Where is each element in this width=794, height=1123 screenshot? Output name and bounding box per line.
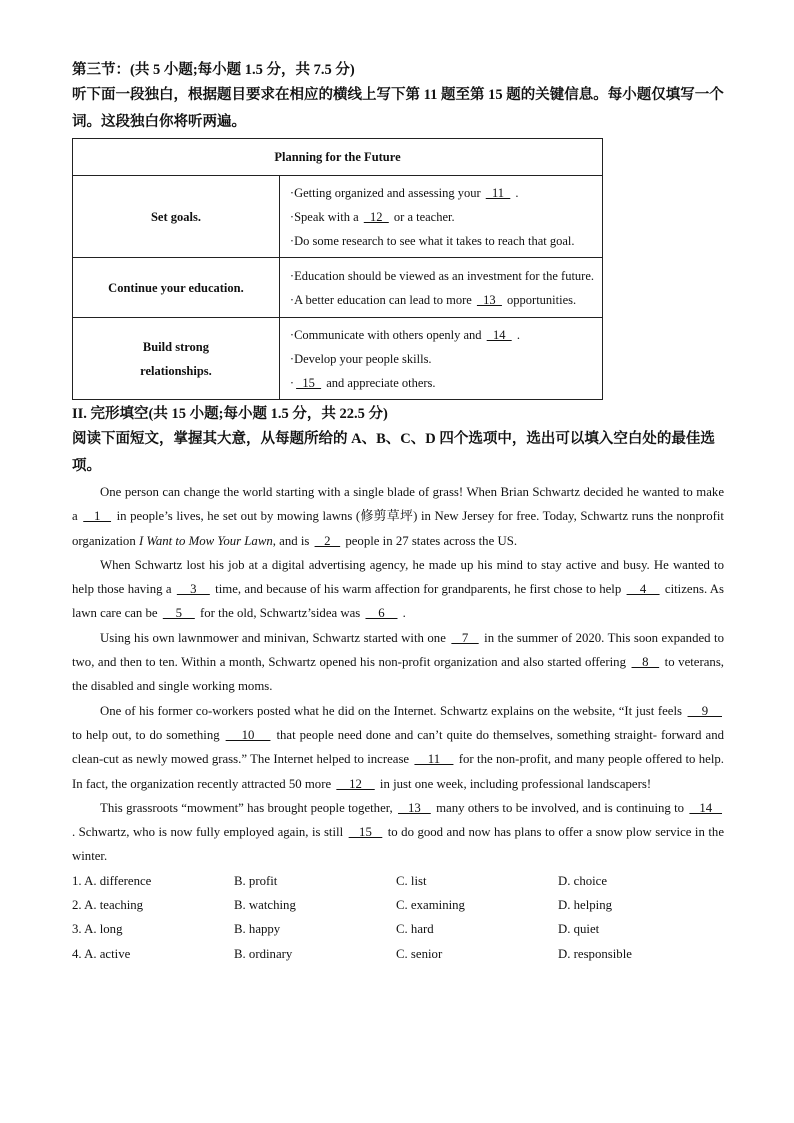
passage-text: to do good and now has plans to offer a snow plow service in the winter. <box>72 825 724 864</box>
planning-goal-cell: Build strong relationships. <box>73 318 280 400</box>
passage-text: to veterans, the disabled and single working moms. <box>72 655 725 694</box>
planning-items-cell <box>279 176 602 258</box>
option-choice: 4. A. active <box>72 946 131 961</box>
section3-instruction: 听下面一段独白，根据题目要求在相应的横线上写下第 11 题至第 15 题的关键信息。每小题仅填写一个词。这段独白你将听两遍。 <box>72 87 724 130</box>
cloze-blank: 14 <box>689 800 723 815</box>
passage-paragraph <box>72 480 724 553</box>
cloze-blank: 12 <box>336 776 375 791</box>
passage-text: , and is <box>272 533 313 548</box>
cloze-blank: 9 <box>687 703 722 718</box>
option-row <box>72 893 724 917</box>
passage-text: that people need done and can’t quite do themselves, something straight- forward and clean-cut as newly mowed grass.” The Internet helped to increase <box>72 727 724 767</box>
answer-blank: 15 <box>296 375 322 390</box>
organization-name: I Want to Mow Your Lawn <box>138 533 273 548</box>
answer-options <box>72 869 724 966</box>
passage-text: . <box>399 606 406 621</box>
planning-item-text: . <box>512 185 519 200</box>
option-choice: 3. A. long <box>72 922 123 937</box>
cloze-blank: 11 <box>414 752 454 767</box>
section3-heading: 第三节：(共 5 小题;每小题 1.5 分，共 7.5 分) <box>72 62 355 78</box>
passage-paragraph <box>72 626 724 699</box>
planning-item <box>290 264 594 288</box>
cloze-blank: 5 <box>162 606 195 621</box>
passage-text: to help out, to do something <box>72 727 224 742</box>
passage-text: One of his former co-workers posted what he did on the Internet. Schwartz explains on the website, “It just feels <box>100 703 686 718</box>
cloze-heading: II. 完形填空(共 15 小题;每小题 1.5 分，共 22.5 分) <box>72 406 388 422</box>
planning-item <box>290 347 594 371</box>
cloze-blank: 10 <box>225 727 271 742</box>
planning-item-text: ·Do some research to see what it takes to reach that goal. <box>289 233 575 248</box>
planning-item <box>290 371 594 395</box>
planning-item-text: opportunities. <box>503 292 577 307</box>
option-choice: C. examining <box>396 898 465 913</box>
option-choice: D. responsible <box>558 946 632 961</box>
passage-text: for the old, Schwartz’sidea was <box>196 606 364 621</box>
planning-table-row <box>73 318 603 400</box>
option-choice: C. hard <box>396 922 434 937</box>
planning-item-text: . <box>513 327 520 342</box>
cloze-blank: 13 <box>398 800 431 815</box>
passage-text: Using his own lawnmower and minivan, Schwartz started with one <box>100 630 450 645</box>
passage-paragraph <box>72 796 724 869</box>
option-choice: C. senior <box>396 946 443 961</box>
passage-paragraph <box>72 699 724 796</box>
option-row <box>72 917 724 941</box>
planning-item-text: ·Communicate with others openly and <box>289 327 485 342</box>
option-row <box>72 869 724 893</box>
answer-blank: 14 <box>486 327 512 342</box>
planning-item-text: · <box>289 375 295 390</box>
cloze-passage <box>72 480 724 869</box>
planning-item-text: and appreciate others. <box>323 375 436 390</box>
option-choice: 1. A. difference <box>72 873 152 888</box>
passage-paragraph <box>72 553 724 626</box>
passage-text: for the non-profit, and many people offered to help. In fact, the organization recently attracted 50 more <box>72 752 724 791</box>
planning-item-text: ·A better education can lead to more <box>289 292 475 307</box>
passage-text: in just one week, including professional landscapers! <box>376 776 652 791</box>
planning-item-text: or a teacher. <box>390 209 455 224</box>
passage-text: in the summer of 2020. This soon expanded to two, and then to ten. Within a month, Schwartz opened his non-profit organization and also started offering <box>72 630 724 670</box>
passage-text: people in 27 states across the US. <box>342 533 518 548</box>
exam-page <box>72 58 724 966</box>
planning-item-text: ·Speak with a <box>289 209 362 224</box>
option-row <box>72 942 724 966</box>
planning-item-text: ·Develop your people skills. <box>289 351 432 366</box>
option-choice: D. choice <box>558 873 608 888</box>
planning-items-cell <box>279 318 602 400</box>
passage-text: One person can change the world starting with a single blade of grass! When Brian Schwartz decided he wanted to make a <box>72 485 724 524</box>
option-choice: B. happy <box>234 922 281 937</box>
planning-item-text: ·Education should be viewed as an investment for the future. <box>289 268 594 283</box>
cloze-blank: 7 <box>451 630 479 645</box>
planning-table-row <box>73 258 603 318</box>
option-choice: C. list <box>396 873 427 888</box>
option-choice: D. helping <box>558 898 613 913</box>
passage-text: time, and because of his warm affection for grandparents, he first chose to help <box>211 582 625 597</box>
cloze-blank: 6 <box>365 606 398 621</box>
cloze-blank: 2 <box>314 533 341 548</box>
cloze-blank: 3 <box>176 582 210 597</box>
planning-item <box>290 181 594 205</box>
planning-item <box>290 229 594 253</box>
passage-text: . Schwartz, who is now fully employed again, is still <box>72 825 347 840</box>
cloze-blank: 1 <box>83 509 112 524</box>
planning-table-row <box>73 176 603 258</box>
passage-text: When Schwartz lost his job at a digital advertising agency, he made up his mind to stay active and busy. He wanted to help those having a <box>72 557 724 597</box>
planning-table-title: Planning for the Future <box>73 139 603 176</box>
planning-item-text: ·Getting organized and assessing your <box>289 185 484 200</box>
option-choice: B. profit <box>234 873 278 888</box>
cloze-blank: 15 <box>348 825 383 840</box>
passage-text: This grassroots “mowment” has brought people together, <box>100 800 397 815</box>
planning-items-cell <box>279 258 602 318</box>
option-choice: D. quiet <box>558 922 600 937</box>
option-choice: B. watching <box>234 898 296 913</box>
planning-table <box>72 138 603 400</box>
cloze-instruction: 阅读下面短文，掌握其大意，从每题所给的 A、B、C、D 四个选项中，选出可以填入空白处的最佳选项。 <box>72 431 715 474</box>
option-choice: B. ordinary <box>234 946 293 961</box>
answer-blank: 11 <box>485 185 511 200</box>
planning-item <box>290 323 594 347</box>
passage-text: many others to be involved, and is continuing to <box>432 800 688 815</box>
planning-goal-cell: Set goals. <box>73 176 280 258</box>
planning-item <box>290 288 594 312</box>
planning-goal-cell: Continue your education. <box>73 258 280 318</box>
passage-text: in people’s lives, he set out by mowing lawns (修剪草坪) in New Jersey for free. Today, Schwartz runs the nonprofit organization <box>72 509 724 548</box>
answer-blank: 12 <box>363 209 389 224</box>
answer-blank: 13 <box>476 292 502 307</box>
option-choice: 2. A. teaching <box>72 898 144 913</box>
passage-text: citizens. As lawn care can be <box>72 582 725 621</box>
cloze-blank: 4 <box>626 582 660 597</box>
cloze-blank: 8 <box>631 655 660 670</box>
planning-item <box>290 205 594 229</box>
